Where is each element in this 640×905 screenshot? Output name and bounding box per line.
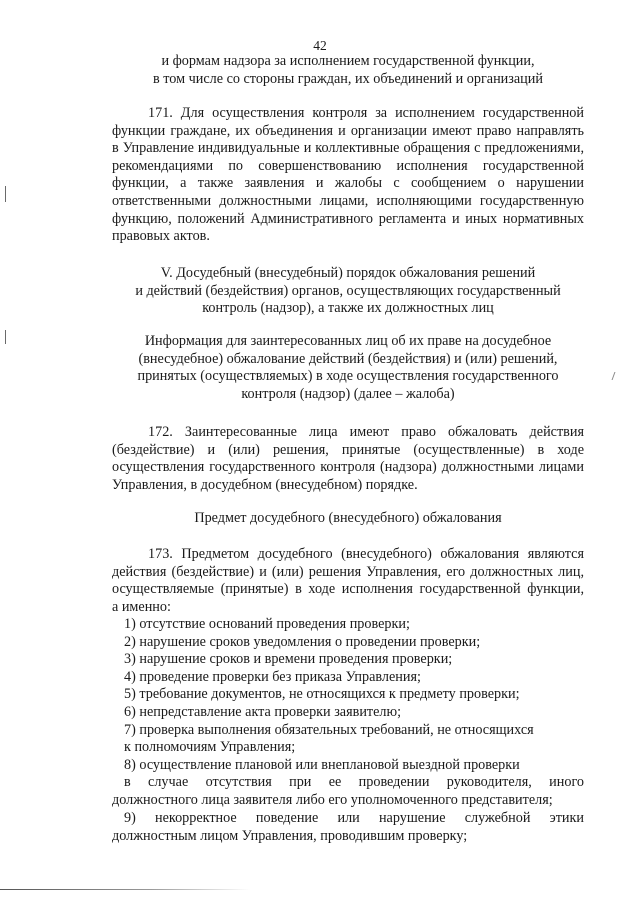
list-item: 7) проверка выполнения обязательных требований, не относящихся (124, 721, 534, 738)
paragraph-line: правовых актов. (112, 228, 210, 245)
paragraph-line: 171. Для осуществления контроля за исполнением государственной (148, 105, 584, 121)
scan-artifact-right-mark (612, 372, 620, 380)
page-number: 42 (313, 38, 327, 53)
paragraph-line: должностного лица заявителя либо его уполномоченного представителя; (112, 791, 553, 808)
paragraph-line: Управления, в досудебном (внесудебном) порядке. (112, 476, 418, 493)
heading-line: контроля (надзор) (далее – жалоба) (241, 385, 455, 402)
paragraph-line: 172. Заинтересованные лица имеют право обжаловать действия (148, 424, 584, 440)
subject-heading: Предмет досудебного (внесудебного) обжалования (194, 510, 502, 526)
paragraph-line: ответственными должностными лицами, исполняющими государственную (112, 192, 584, 209)
paragraph-line: 9) некорректное поведение или нарушение служебной этики (124, 810, 584, 826)
list-item: 8) осуществление плановой или внеплановой выездной проверки (124, 756, 520, 773)
paragraph-171 (112, 105, 584, 246)
item-9 (112, 810, 584, 845)
paragraph-line: осуществляемые (принятые) в ходе исполнения государственной функции, (112, 581, 584, 598)
paragraph-173 (112, 546, 584, 616)
heading-line: и формам надзора за исполнением государственной функции, (161, 53, 535, 69)
list-item: 4) проведение проверки без приказа Управления; (124, 668, 421, 685)
heading-line: Информация для заинтересованных лиц об их праве на досудебное (144, 333, 552, 349)
list-item: 6) непредставление акта проверки заявителю; (124, 703, 402, 720)
paragraph-line: должностным лицом Управления, проводившим проверку; (112, 827, 468, 844)
heading-line: (внесудебное) обжалование действий (бездействия) и (или) решений, (138, 350, 558, 367)
scan-artifact-left-mark (5, 330, 6, 344)
info-heading (112, 333, 584, 403)
list-item: 1) отсутствие оснований проведения проверки; (124, 616, 410, 632)
scan-artifact-left-mark (5, 186, 6, 202)
paragraph-line: 173. Предметом досудебного (внесудебного) обжалования являются (148, 546, 584, 562)
paragraph-line: в Управление индивидуальные и коллективные обращения с предложениями, (112, 140, 584, 157)
paragraph-line: а именно: (112, 598, 171, 615)
paragraph-line: функцию, положений Административного регламента и иных нормативных (112, 210, 584, 227)
scan-artifact-bottom-line (0, 889, 250, 890)
item-8-continuation (112, 774, 584, 809)
paragraph-line: функции, а также заявления и жалобы с сообщением о нарушении (112, 175, 584, 192)
paragraph-line: рекомендациями по совершенствованию исполнения государственной (112, 157, 584, 174)
heading-line: в том числе со стороны граждан, их объединений и организаций (153, 70, 543, 87)
items-list (112, 616, 584, 774)
paragraph-line: осуществления государственного контроля (надзора) должностными лицами (112, 459, 584, 476)
paragraph-line: функции граждане, их объединения и организации имеют право направлять (112, 122, 584, 139)
list-item: 3) нарушение сроков и времени проведения проверки; (124, 651, 453, 668)
heading-line: и действий (бездействия) органов, осуществляющих государственный (135, 282, 561, 299)
paragraph-line: в случае отсутствия при ее проведении руководителя, иного (124, 774, 584, 790)
section-v-heading (112, 265, 584, 318)
heading-line: принятых (осуществляемых) в ходе осуществления государственного (137, 368, 559, 385)
paragraph-line: действия (бездействие) и (или) решения Управления, его должностных лиц, (112, 563, 584, 580)
list-item-continuation: к полномочиям Управления; (124, 739, 296, 756)
list-item: 5) требование документов, не относящихся к предмету проверки; (124, 686, 520, 703)
heading-line: V. Досудебный (внесудебный) порядок обжалования решений (160, 265, 536, 281)
heading-line: контроль (надзор), а также их должностных лиц (202, 300, 494, 317)
paragraph-line: (бездействие) и (или) решения, принятые (осуществленные) в ходе (112, 441, 584, 458)
paragraph-172 (112, 424, 584, 494)
section-heading-top (112, 53, 584, 88)
list-item: 2) нарушение сроков уведомления о проведении проверки; (124, 633, 481, 650)
